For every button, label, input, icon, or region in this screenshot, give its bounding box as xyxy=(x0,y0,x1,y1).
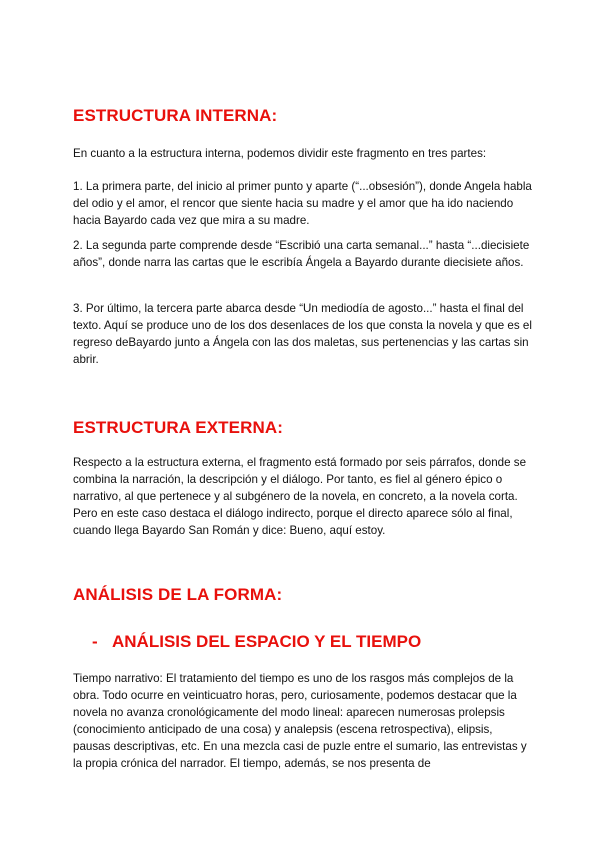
paragraph-intro-interna: En cuanto a la estructura interna, podemos dividir este fragmento en tres partes: xyxy=(73,147,487,160)
heading-analisis-forma: ANÁLISIS DE LA FORMA: xyxy=(73,585,283,604)
bullet-dash: - xyxy=(92,632,98,651)
paragraph-estructura-externa: Respecto a la estructura externa, el fragmento está formado por seis párrafos, donde se combina la narración, la descripción y el diálogo. Por tanto, es fiel al género épico o narrativo, al que pertenece y al subgénero de la novela, en concreto, a la novela corta. Pero en este caso destaca el diálogo indirecto, porque el directo aparece sólo al final, cuando llega Bayardo San Román y dice: Bueno, aquí estoy. xyxy=(73,456,527,537)
subheading-espacio-tiempo xyxy=(92,632,421,652)
subheading-label: ANÁLISIS DEL ESPACIO Y EL TIEMPO xyxy=(112,632,422,651)
paragraph-tiempo-narrativo: Tiempo narrativo: El tratamiento del tiempo es uno de los rasgos más complejos de la obra. Todo ocurre en veinticuatro horas, pero, curiosamente, podemos destacar que la novela no avanza cronológicamente del modo lineal: aparecen numerosas prolepsis (conocimiento anticipado de una cosa) y analepsis (escena retrospectiva), elipsis, pausas descriptivas, etc. En una mezcla casi de puzle entre el sumario, las entrevistas y la propia crónica del narrador. El tiempo, además, se nos presenta de xyxy=(73,672,527,770)
heading-estructura-interna: ESTRUCTURA INTERNA: xyxy=(73,106,278,125)
paragraph-parte-1: 1. La primera parte, del inicio al primer punto y aparte (“...obsesión”), donde Angela habla del odio y el amor, el rencor que siente hacia su madre y el amor que ha ido naciendo hacia Bayardo cada vez que mira a su madre. xyxy=(73,180,532,227)
paragraph-parte-2: 2. La segunda parte comprende desde “Escribió una carta semanal...” hasta “...diecisiete años”, donde narra las cartas que le escribía Ángela a Bayardo durante diecisiete años. xyxy=(73,239,530,269)
heading-estructura-externa: ESTRUCTURA EXTERNA: xyxy=(73,418,283,437)
paragraph-parte-3: 3. Por último, la tercera parte abarca desde “Un mediodía de agosto...” hasta el final del texto. Aquí se produce uno de los dos desenlaces de los que consta la novela y que es el regreso deBayardo junto a Ángela con las dos maletas, sus pertenencias y las cartas sin abrir. xyxy=(73,302,532,366)
